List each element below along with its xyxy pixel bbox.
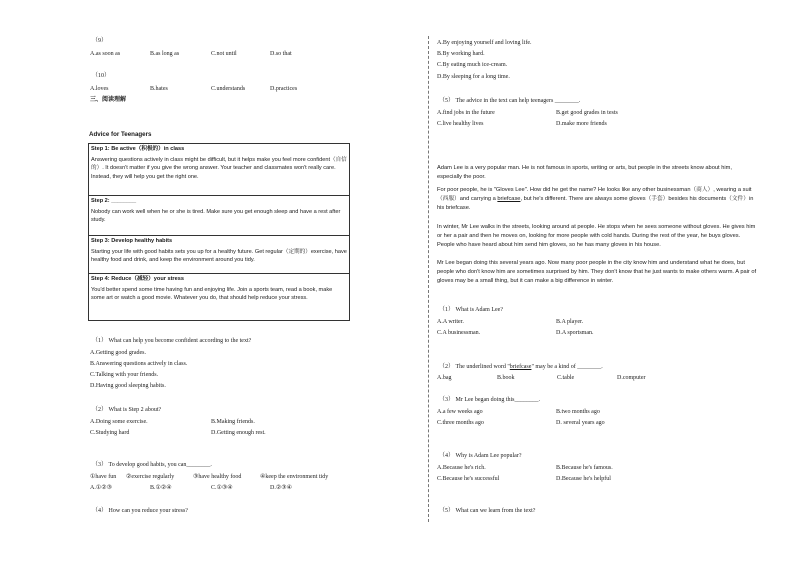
option-d: D.By sleeping for a long time. — [437, 74, 510, 80]
question-stem: （3） To develop good habits, you can________. — [92, 462, 212, 468]
option-b: B.Answering questions actively in class. — [90, 361, 188, 367]
passage-paragraph — [437, 186, 757, 212]
option-d: D.Getting enough rest. — [211, 430, 266, 436]
underlined-word: briefcase — [497, 195, 521, 202]
option-d: D.Having good sleeping habits. — [90, 383, 166, 389]
option-c: C.live healthy lives — [437, 121, 484, 127]
option-d: D.Because he's helpful — [556, 476, 611, 482]
option-b: B.Because he's famous. — [556, 465, 613, 471]
option-a: A.a few weeks ago — [437, 409, 483, 415]
option-d: D.so that — [270, 51, 292, 57]
option-b: B.hates — [150, 86, 168, 92]
section-heading: 三、阅读理解 — [90, 97, 127, 103]
question-stem: （2） What is Step 2 about? — [92, 407, 162, 413]
option-d: D.make more friends — [556, 121, 607, 127]
passage-paragraph: In winter, Mr Lee walks in the streets, looking around at people. He stops when he sees someone without gloves. He gives him or her a pair and then he moves on, looking for more people with cold hands. During the rest of the year, he buys gloves. People who have heard about him send him gloves, so he has many gloves in his house. — [437, 224, 756, 248]
question-stem: （3） Mr Lee began doing this________. — [439, 397, 540, 403]
option-b: B.book — [497, 375, 515, 381]
option-a: A.find jobs in the future — [437, 110, 495, 116]
passage-title: Advice for Teenagers — [89, 131, 152, 138]
choice-item: ③have healthy food — [193, 474, 242, 480]
option-d: D.②③④ — [270, 485, 292, 491]
step-title: Step 3: Develop healthy habits — [91, 238, 173, 244]
option-a: A.A writer. — [437, 319, 464, 325]
option-c: C.three months ago — [437, 420, 484, 426]
step-body: Nobody can work well when he or she is tired. Make sure you get enough sleep and have a rest after study. — [91, 208, 341, 224]
option-b: B.A player. — [556, 319, 584, 325]
stem-text: " may be a kind of ________. — [531, 364, 603, 370]
option-c: C.Because he's successful — [437, 476, 500, 482]
passage-paragraph: Adam Lee is a very popular man. He is not famous in sports, writing or arts, but people in the streets know about him, especially the poor. — [437, 165, 732, 180]
option-d: D.A sportsman. — [556, 330, 594, 336]
choice-item: ④keep the environment tidy — [260, 474, 329, 480]
underlined-word: briefcase — [509, 364, 532, 370]
question-stem: （4） Why is Adam Lee popular? — [439, 453, 522, 459]
step-4 — [89, 273, 349, 322]
option-c: C.not until — [211, 51, 237, 57]
question-stem: （5） What can we learn from the text? — [439, 508, 536, 514]
step-body: Starting your life with good habits sets you up for a healthy future. Get regular（定期的）exercise, have healthy food and drink, and keep the environment around you tidy. — [91, 248, 347, 264]
question-stem: （1） What is Adam Lee? — [439, 307, 503, 313]
question-number: （9） — [92, 38, 108, 44]
option-a: A.By enjoying yourself and loving life. — [437, 40, 532, 46]
step-title: Step 1: Be active（积极的）in class — [91, 146, 185, 152]
option-b: B.two months ago — [556, 409, 600, 415]
option-c: C.Studying hard — [90, 430, 130, 436]
option-c: C.understands — [211, 86, 246, 92]
option-a: A.loves — [90, 86, 109, 92]
column-divider — [428, 36, 429, 522]
option-c: C.Talking with your friends. — [90, 372, 159, 378]
option-a: A.as soon as — [90, 51, 121, 57]
step-3 — [89, 235, 349, 273]
question-stem: （4） How can you reduce your stress? — [92, 508, 188, 514]
step-body: You'd better spend some time having fun and enjoying life. Join a sports team, read a book, make some art or watch a good movie. Whatever you do, that should help reduce your stress. — [91, 286, 333, 302]
stem-text: （2） The underlined word " — [439, 364, 510, 370]
step-2 — [89, 195, 349, 235]
choice-item: ①have fun — [90, 474, 117, 480]
option-c: C.A businessman. — [437, 330, 481, 336]
option-c: C.By eating much ice-cream. — [437, 62, 508, 68]
passage-text: For poor people, he is "Gloves Lee". How did he get the name? He looks like any other businessman（商人）, wearing a suit（西服）and carrying a — [437, 187, 752, 202]
step-body: Answering questions actively in class might be difficult, but it helps make you feel more confident（自信的）. It doesn't matter if you give the wrong answer. Your teacher and classmates won't really care. Instead, they will help you get the right one. — [91, 156, 347, 180]
choice-item: ②exercise regularly — [126, 474, 175, 480]
option-c: C.table — [557, 375, 575, 381]
option-b: B.get good grades in tests — [556, 110, 618, 116]
question-stem: （1） What can help you become confident according to the text? — [92, 338, 252, 344]
option-a: A.Because he's rich. — [437, 465, 486, 471]
option-a: A.①②③ — [90, 485, 112, 491]
option-d: D.practices — [270, 86, 298, 92]
option-b: B.as long as — [150, 51, 180, 57]
option-c: C.①③④ — [211, 485, 233, 491]
option-a: A.bag — [437, 375, 452, 381]
passage-paragraph: Mr Lee began doing this several years ago. Now many poor people in the city know him and understand what he does, but people who don't know him are sometimes surprised by him. They don't know that he just wants to make others warm. A pair of gloves may be a small thing, but it can make a big difference in winter. — [437, 260, 757, 284]
option-d: D. several years ago — [556, 420, 605, 426]
step-title: Step 4: Reduce（减轻）your stress — [91, 276, 184, 282]
option-b: B.Making friends. — [211, 419, 255, 425]
option-a: A.Doing some exercise. — [90, 419, 148, 425]
advice-table — [88, 143, 350, 321]
option-a: A.Getting good grades. — [90, 350, 146, 356]
option-b: B.By working hard. — [437, 51, 485, 57]
question-stem — [439, 364, 603, 372]
step-title: Step 2: ________ — [91, 198, 137, 204]
question-stem: （5） The advice in the text can help teenagers ________. — [439, 98, 581, 104]
question-number: （10） — [92, 73, 111, 79]
option-d: D.computer — [617, 375, 646, 381]
option-b: B.①②④ — [150, 485, 172, 491]
passage-text: , but he's different. There are always some gloves（手套）besides his documents（文件）in his briefcase. — [437, 195, 754, 211]
step-1 — [89, 144, 349, 195]
